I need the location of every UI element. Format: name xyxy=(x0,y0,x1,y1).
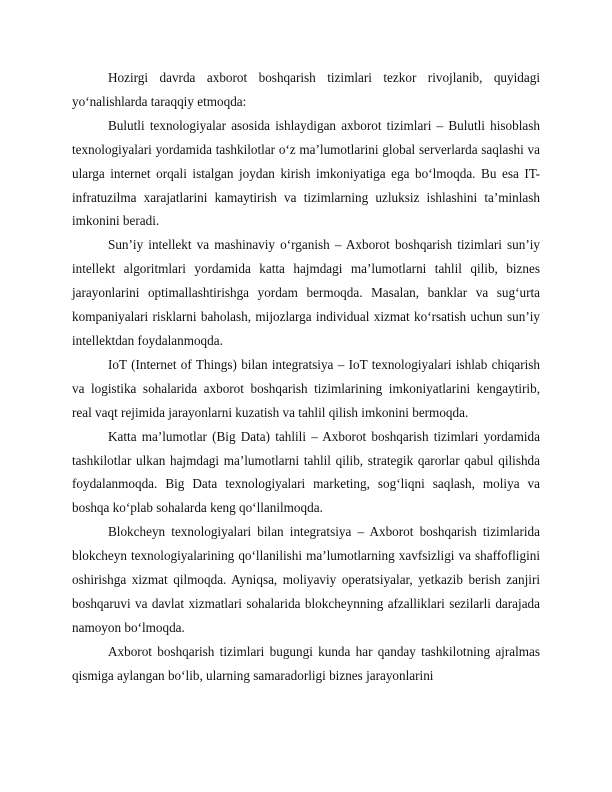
paragraph-ai: Sun’iy intellekt va mashinaviy o‘rganish – Axborot boshqarish tizimlari sun’iy intellekt algoritmlari yordamida katta hajmdagi ma’lumotlarni tahlil qilib, biznes jarayonlarini optimallashtirishga yordam bermoqda. Masalan, banklar va sug‘urta kompaniyalari risklarni baholash, mijozlarga individual xizmat ko‘rsatish uchun sun’iy intellektdan foydalanmoqda. xyxy=(72,237,540,348)
paragraph-intro: Hozirgi davrda axborot boshqarish tizimlari tezkor rivojlanib, quyidagi yo‘nalishlarda taraqqiy etmoqda: xyxy=(72,70,540,109)
paragraph-cloud: Bulutli texnologiyalar asosida ishlaydigan axborot tizimlari – Bulutli hisoblash texnologiyalari yordamida tashkilotlar o‘z ma’lumotlarini global serverlarda saqlashi va ularga internet orqali istalgan joydan kirish imkoniyatiga ega bo‘lmoqda. Bu esa IT-infratuzilma xarajatlarini kamaytirish va tizimlarning uzluksiz ishlashini ta’minlash imkonini beradi. xyxy=(72,117,540,229)
paragraph-conclusion: Axborot boshqarish tizimlari bugungi kunda har qanday tashkilotning ajralmas qismiga aylangan bo‘lib, ularning samaradorligi biznes jarayonlarini xyxy=(72,643,540,683)
paragraph-iot: IoT (Internet of Things) bilan integratsiya – IoT texnologiyalari ishlab chiqarish va logistika sohalarida axborot boshqarish tizimlarining imkoniyatlarini kengaytirib, real vaqt rejimida jarayonlarni kuzatish va tahlil qilish imkonini bermoqda. xyxy=(72,356,540,420)
paragraph-blockchain: Blokcheyn texnologiyalari bilan integratsiya – Axborot boshqarish tizimlarida blokcheyn texnologiyalarining qo‘llanilishi ma’lumotlarning xavfsizligi va shaffofligini oshirishga xizmat qilmoqda. Ayniqsa, moliyaviy operatsiyalar, yetkazib berish zanjiri boshqaruvi va davlat xizmatlari sohalarida blokcheynning afzalliklari sezilarli darajada namoyon bo‘lmoqda. xyxy=(72,524,540,635)
document-body xyxy=(72,66,540,688)
paragraph-big-data: Katta ma’lumotlar (Big Data) tahlili – Axborot boshqarish tizimlari yordamida tashkilotlar ulkan hajmdagi ma’lumotlarni tahlil qilib, strategik qarorlar qabul qilishda foydalanmoqda. Big Data texnologiyalari marketing, sog‘liqni saqlash, moliya va boshqa ko‘plab sohalarda keng qo‘llanilmoqda. xyxy=(72,428,540,516)
